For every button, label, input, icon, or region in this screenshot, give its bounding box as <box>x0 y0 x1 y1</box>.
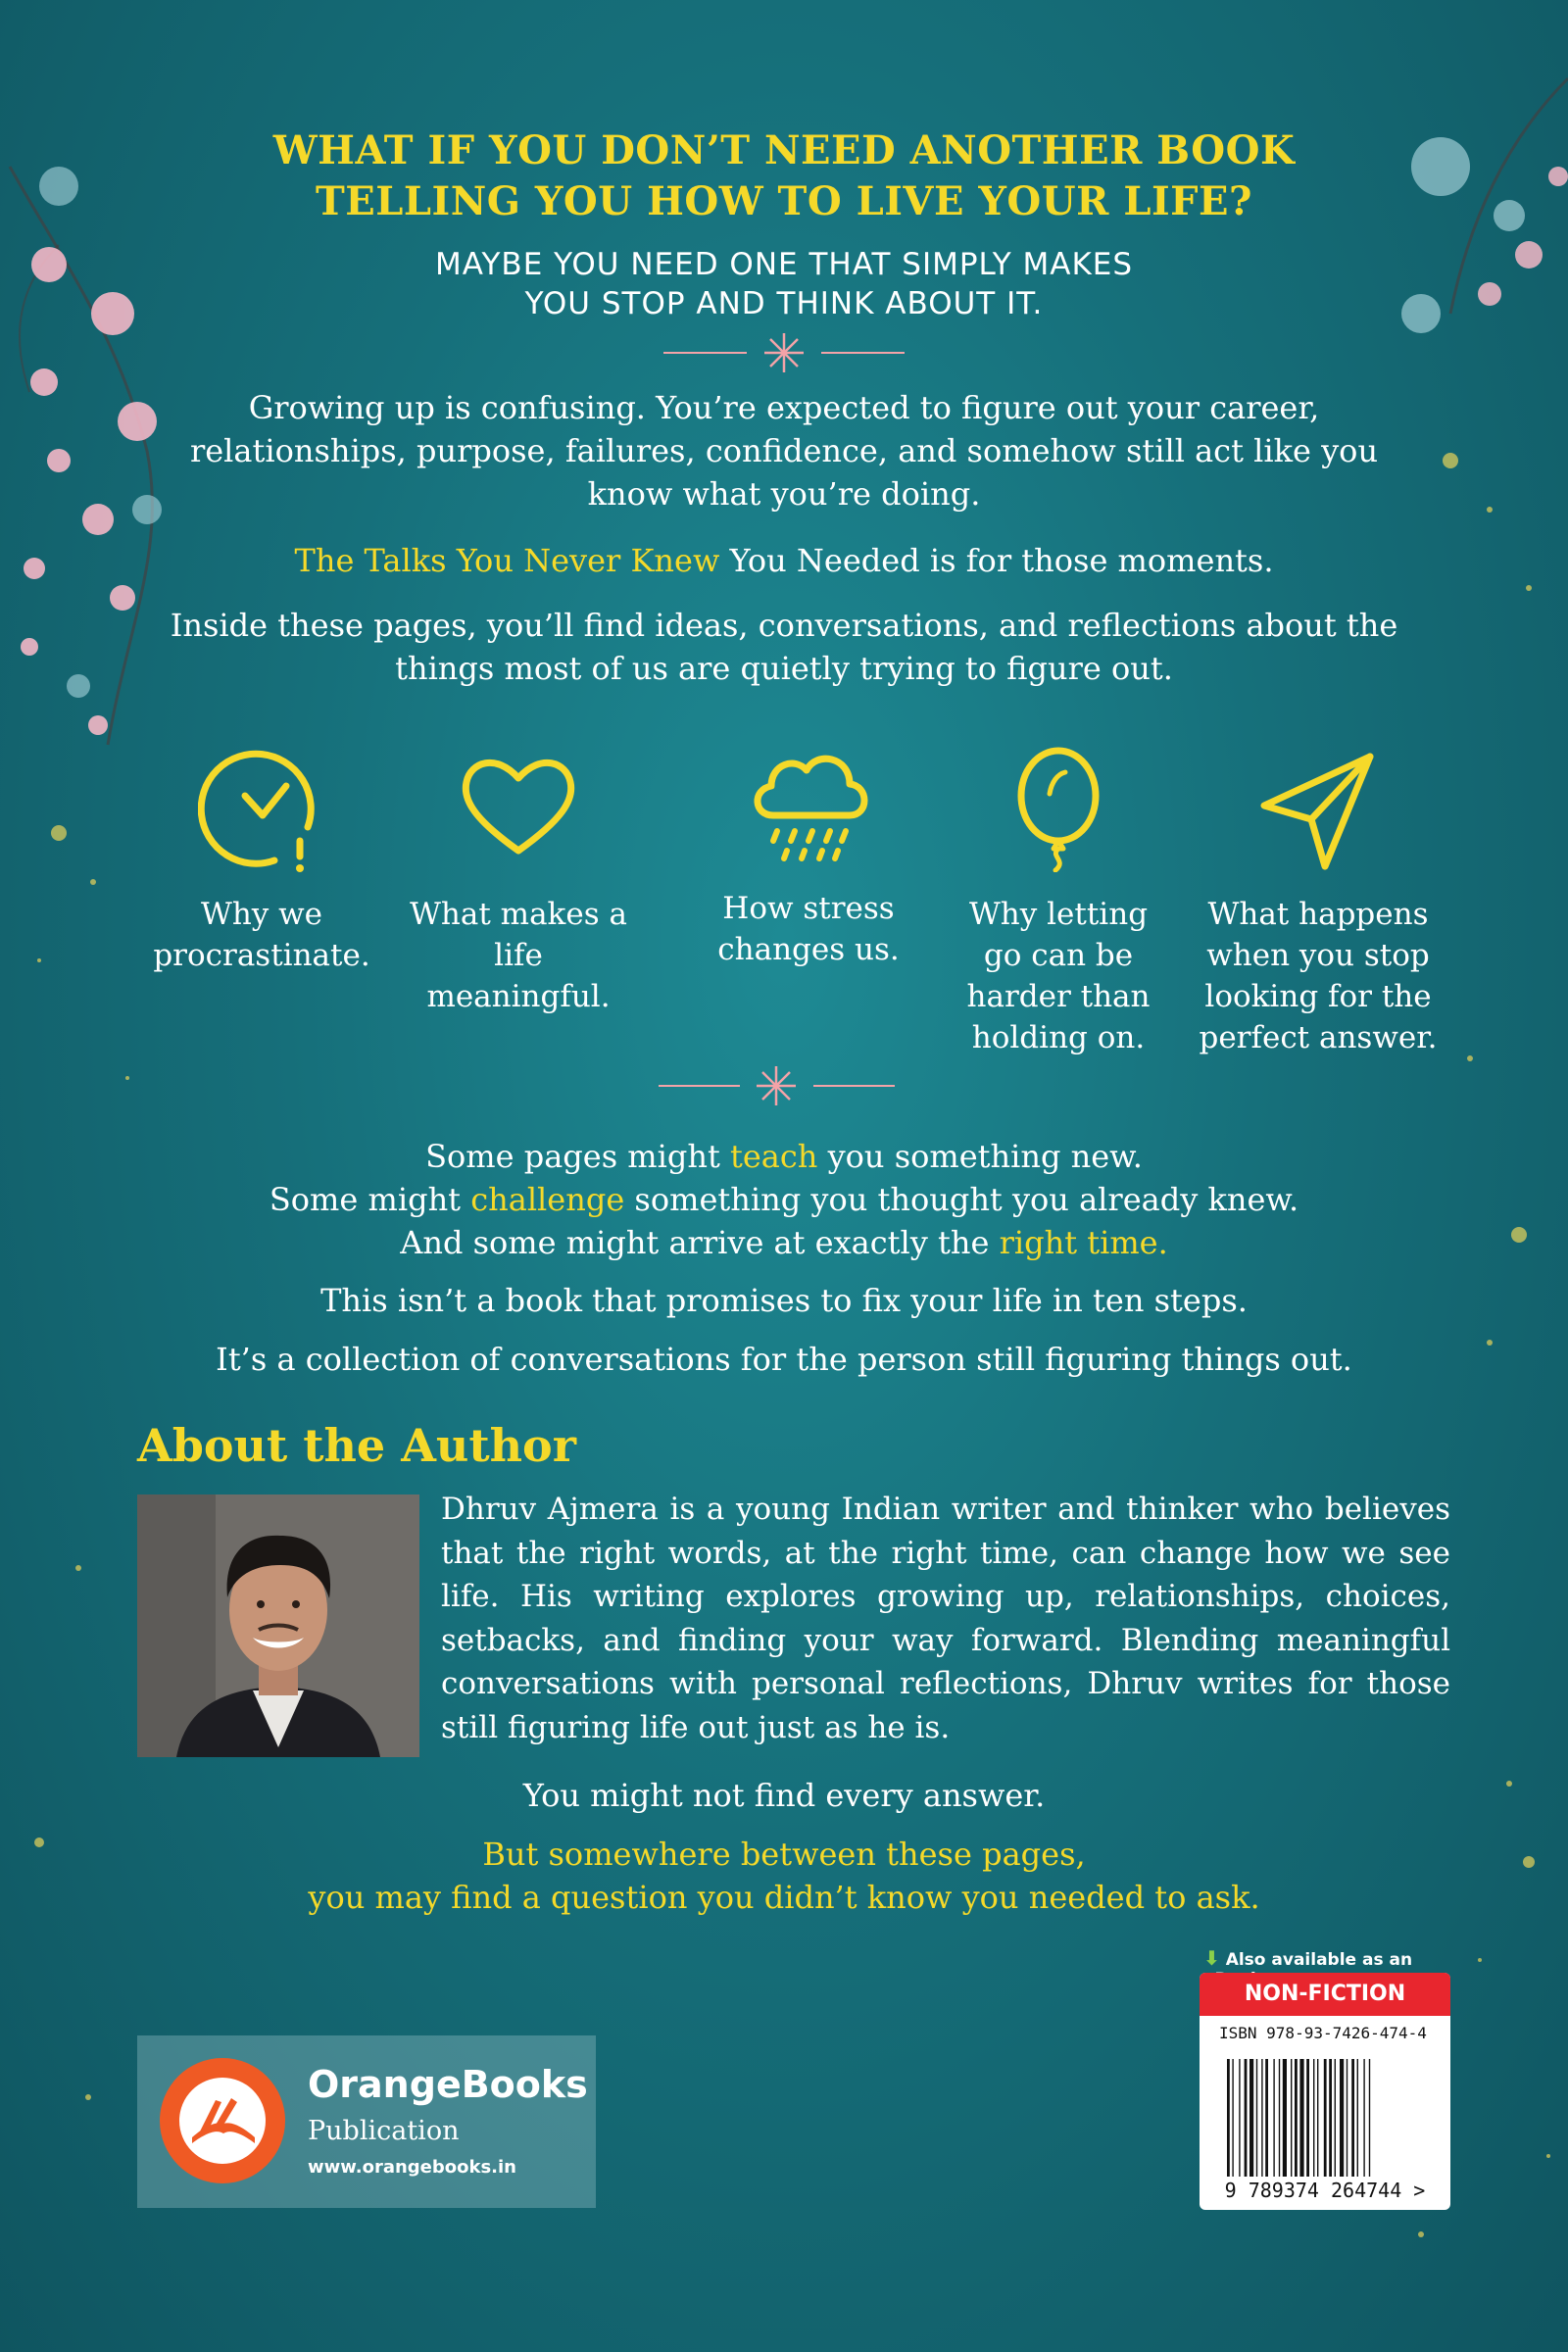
text: And some might arrive at exactly the <box>400 1224 1000 1261</box>
barcode-bar <box>1306 2059 1309 2177</box>
clock-alert-icon <box>198 745 325 872</box>
intro-line-3: know what you’re doing. <box>587 475 981 513</box>
title-sentence-rest: You Needed is for those moments. <box>719 542 1274 579</box>
about-author-heading: About the Author <box>137 1419 576 1472</box>
inside-line-2: things most of us are quietly trying to figure out. <box>395 650 1173 687</box>
topic-label <box>139 894 384 976</box>
topic-label-line: Why letting <box>968 897 1149 932</box>
closing-highlight <box>0 1833 1568 1919</box>
author-bio: Dhruv Ajmera is a young Indian writer and thinker who believes that the right words, at the right time, can change how we see life. His writing explores growing up, relationships, choices, setbacks, and finding your way forward. Blending meaningful conversations with personal reflections, Dhruv writes for those still figuring life out just as he is. <box>441 1492 1450 1745</box>
inside-paragraph <box>0 604 1568 690</box>
ornament-divider <box>0 1066 1568 1105</box>
topic-label-line: harder than <box>966 979 1151 1014</box>
barcode-bar <box>1295 2059 1298 2177</box>
barcode-bar <box>1324 2059 1327 2177</box>
download-arrow-icon: ⬇ <box>1203 1946 1220 1970</box>
barcode-bar <box>1283 2059 1287 2177</box>
highlight-teach: teach <box>729 1138 818 1175</box>
barcode-bar <box>1340 2059 1344 2177</box>
pages-paragraph <box>0 1135 1568 1264</box>
topic-label-line: procrastinate. <box>153 938 370 973</box>
barcode-bar <box>1250 2059 1253 2177</box>
text: Some might <box>269 1181 471 1218</box>
not-a-book-line: This isn’t a book that promises to fix your life in ten steps. <box>320 1282 1248 1319</box>
barcode-bar <box>1291 2059 1292 2177</box>
topic-label <box>1196 894 1441 1058</box>
intro-line-2: relationships, purpose, failures, confidence, and somehow still act like you <box>189 432 1379 469</box>
headline-line-1: WHAT IF YOU DON’T NEED ANOTHER BOOK <box>272 127 1296 173</box>
topic-meaningful <box>396 745 641 1017</box>
pages-line-3 <box>0 1221 1568 1264</box>
collection-line: It’s a collection of conversations for the person still figuring things out. <box>216 1341 1352 1378</box>
publisher-url: www.orangebooks.in <box>308 2157 516 2178</box>
topic-label-line: meaningful. <box>426 979 611 1014</box>
topic-procrastinate <box>139 745 384 976</box>
highlight-challenge: challenge <box>470 1181 625 1218</box>
barcode-bar <box>1239 2059 1240 2177</box>
topic-label-line: looking for the <box>1204 979 1432 1014</box>
inside-line-1: Inside these pages, you’ll find ideas, conversations, and reflections about the <box>170 607 1398 644</box>
topic-label-line: What happens <box>1207 897 1429 932</box>
topic-perfect-answer <box>1196 745 1441 1058</box>
pages-line-1 <box>0 1135 1568 1178</box>
topic-label <box>936 894 1181 1058</box>
barcode-bar <box>1335 2059 1336 2177</box>
closing-line-2: But somewhere between these pages, <box>482 1836 1086 1873</box>
book-title: The Talks You Never Knew <box>294 542 720 579</box>
intro-line-1: Growing up is confusing. You’re expected to figure out your career, <box>248 389 1320 426</box>
text: you something new. <box>817 1138 1143 1175</box>
publisher-logo-box <box>137 2035 596 2208</box>
topic-stress <box>686 741 931 970</box>
barcode-bar <box>1313 2059 1314 2177</box>
barcode-bar <box>1351 2059 1354 2177</box>
barcode-bar <box>1265 2059 1268 2177</box>
text: Some pages might <box>425 1138 730 1175</box>
closing-line-3: you may find a question you didn’t know you needed to ask. <box>308 1879 1260 1916</box>
topic-label-line: when you stop <box>1206 938 1430 973</box>
genre-label: NON-FICTION <box>1200 1973 1450 2016</box>
barcode-bar <box>1357 2059 1358 2177</box>
intro-paragraph <box>0 386 1568 515</box>
barcode-box <box>1200 1973 1450 2210</box>
rain-cloud-icon <box>740 741 877 868</box>
barcode-bar <box>1317 2059 1318 2177</box>
topic-letting-go <box>936 745 1181 1058</box>
author-photo <box>137 1494 419 1757</box>
barcode-bar <box>1329 2059 1332 2177</box>
headline <box>0 125 1568 227</box>
topic-label-line: holding on. <box>971 1020 1146 1055</box>
isbn-label: ISBN 978-93-7426-474-4 <box>1219 2024 1427 2042</box>
topic-label <box>686 888 931 970</box>
barcode-bar <box>1232 2059 1233 2177</box>
topic-label <box>396 894 641 1017</box>
topic-label-line: perfect answer. <box>1199 1020 1438 1055</box>
publisher-name: OrangeBooks <box>308 2063 588 2106</box>
barcode-bar <box>1363 2059 1364 2177</box>
barcode-bar <box>1347 2059 1348 2177</box>
barcode-bar <box>1299 2059 1303 2177</box>
barcode-bar <box>1261 2059 1262 2177</box>
topic-label-line: What makes a life <box>410 897 627 973</box>
ebook-note-text: Also available as an <box>1225 1950 1413 1970</box>
barcode-bar <box>1273 2059 1274 2177</box>
barcode-bar <box>1245 2059 1248 2177</box>
paper-plane-icon <box>1254 745 1382 872</box>
barcode-bar <box>1279 2059 1280 2177</box>
barcode-digits: 9 789374 264744 > <box>1224 2179 1426 2202</box>
topic-label-line: How stress <box>722 891 895 926</box>
subheadline <box>0 245 1568 323</box>
barcode-bar <box>1369 2059 1370 2177</box>
author-portrait-image <box>137 1494 419 1757</box>
barcode-bar <box>1227 2059 1230 2177</box>
orangebooks-logo-icon <box>157 2055 288 2186</box>
subheadline-line-2: YOU STOP AND THINK ABOUT IT. <box>524 286 1044 321</box>
barcode-image <box>1227 2059 1433 2177</box>
subheadline-line-1: MAYBE YOU NEED ONE THAT SIMPLY MAKES <box>434 247 1134 282</box>
title-sentence <box>0 539 1568 582</box>
closing-line-1: You might not find every answer. <box>522 1777 1046 1814</box>
heart-icon <box>455 745 582 872</box>
topic-label-line: changes us. <box>717 932 900 967</box>
topic-label-line: Why we <box>200 897 323 932</box>
barcode-bar <box>1256 2059 1257 2177</box>
balloon-icon <box>995 745 1122 872</box>
pages-line-2 <box>0 1178 1568 1221</box>
headline-line-2: TELLING YOU HOW TO LIVE YOUR LIFE? <box>316 178 1252 224</box>
ornament-divider <box>0 333 1568 372</box>
topic-label-line: go can be <box>983 938 1134 973</box>
publisher-sub: Publication <box>308 2116 460 2146</box>
highlight-right-time: right time. <box>999 1224 1168 1261</box>
text: something you thought you already knew. <box>624 1181 1299 1218</box>
